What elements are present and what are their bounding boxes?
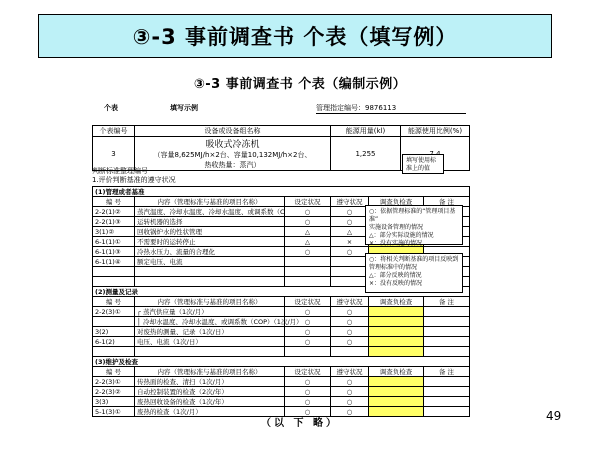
legend-callout-implementation (365, 205, 463, 245)
mgmt-number-value: 9876113 (365, 104, 397, 112)
row-content (135, 347, 285, 357)
row-content (135, 267, 285, 277)
footer-omitted: （以 下 略） (261, 418, 339, 429)
row-setting-status: ○ (285, 377, 331, 387)
row-remarks (424, 397, 470, 407)
row-setting-status (285, 347, 331, 357)
row-number (93, 277, 135, 287)
row-setting-status: ○ (285, 317, 331, 327)
column-header-row (93, 367, 470, 377)
row-setting-status (285, 257, 331, 267)
row-setting-status (285, 267, 331, 277)
entry-name: 吸收式冷冻机 (205, 140, 260, 150)
slide-title: ③-3 事前调查书 个表（填写例） (132, 25, 458, 49)
mgmt-number-label: 管理指定编号： (316, 104, 365, 112)
section-title: (3)维护及检查 (93, 357, 470, 367)
row-content: 运转机器的选择 (135, 217, 285, 227)
row-content: 对废热的测量、记录（1次/日） (135, 327, 285, 337)
entry-spec-2: 热收热量：蒸汽） (204, 161, 261, 169)
row-content: 蒸汽温度、冷却水温度、冷却水温度、或调系数（C (135, 207, 285, 217)
row-compliance-status: ○ (331, 387, 369, 397)
row-compliance-status (331, 257, 369, 267)
section-header-row (93, 357, 470, 367)
row-number: 2-2(3)① (93, 377, 135, 387)
legend-line: ○：依据管理标准的“管理项目基准” (369, 208, 456, 223)
table-row (93, 347, 470, 357)
column-header: 编 号 (93, 367, 135, 377)
row-setting-status: ○ (285, 327, 331, 337)
row-number: 6-1(1)④ (93, 257, 135, 267)
mgmt-number-field (316, 103, 466, 114)
row-setting-status: ○ (285, 247, 331, 257)
row-remarks (424, 347, 470, 357)
row-inspection (369, 377, 424, 387)
row-compliance-status: ○ (331, 247, 369, 257)
row-setting-status: ○ (285, 407, 331, 417)
row-content: 电压、电流（1次/日） (135, 337, 285, 347)
column-header: 调查负检查 (369, 197, 424, 207)
row-compliance-status: ○ (331, 327, 369, 337)
row-compliance-status: ○ (331, 337, 369, 347)
row-compliance-status (331, 277, 369, 287)
row-inspection (369, 317, 424, 327)
row-number: 6-1(1)① (93, 237, 135, 247)
row-inspection (369, 337, 424, 347)
legend-line: △：部分实际设施的情况 (369, 232, 434, 239)
row-compliance-status: ○ (331, 207, 369, 217)
row-setting-status: △ (285, 237, 331, 247)
head-table-no: 个表编号 (93, 126, 135, 137)
row-compliance-status (331, 347, 369, 357)
legend-line: ×：没有反映的情况 (369, 280, 423, 287)
slide-title-banner (38, 14, 552, 58)
table-row (93, 337, 470, 347)
column-header: 遵守状况 (331, 297, 369, 307)
row-content: 传热面的检查、清扫（1次/月） (135, 377, 285, 387)
column-header: 备 注 (424, 197, 470, 207)
row-content: 不需要时的运转停止 (135, 237, 285, 247)
row-number: 2-2(3)① (93, 307, 135, 317)
column-header: 编 号 (93, 197, 135, 207)
row-number (93, 347, 135, 357)
row-number: 2-2(1)② (93, 207, 135, 217)
row-inspection (369, 327, 424, 337)
standard-subtitle: 1.评价判断基准的遵守状况 (92, 176, 176, 184)
table-row (93, 387, 470, 397)
column-header: 内容（管理标准与基准的项目名称） (135, 367, 285, 377)
row-compliance-status: × (331, 237, 369, 247)
entry-equipment (135, 137, 331, 171)
row-setting-status: ○ (285, 217, 331, 227)
row-content: 废热的检查（1次/月） (135, 407, 285, 417)
row-compliance-status: ○ (331, 407, 369, 417)
standard-title: 判断标准整理编号 (92, 167, 148, 175)
row-compliance-status: ○ (331, 377, 369, 387)
row-number: 3(3) (93, 397, 135, 407)
row-remarks (424, 377, 470, 387)
legend-line: ×：没有实施的情况 (369, 240, 423, 247)
page-number: 49 (546, 409, 562, 423)
column-header: 设定状况 (285, 367, 331, 377)
column-header: 备 注 (424, 367, 470, 377)
column-header: 编 号 (93, 297, 135, 307)
legend-line: △：部分反映的情况 (369, 272, 422, 279)
table-row (93, 397, 470, 407)
column-header: 内容（管理标准与基准的项目名称） (135, 297, 285, 307)
row-setting-status: ○ (285, 307, 331, 317)
section-title: (1)管理或者基准 (93, 187, 470, 197)
row-content: 额定电压、电流 (135, 257, 285, 267)
row-number: 6-1(2) (93, 337, 135, 347)
row-content: │ 冷却水温度、冷却水温度、或调系数（COP）（1次/月） (135, 317, 285, 327)
row-content (135, 277, 285, 287)
row-remarks (424, 317, 470, 327)
section-title: (2)测量及记录 (93, 287, 470, 297)
row-inspection (369, 307, 424, 317)
column-header: 调查负检查 (369, 367, 424, 377)
row-setting-status: ○ (285, 387, 331, 397)
row-number: 3(1)② (93, 227, 135, 237)
column-header: 遵守状况 (331, 367, 369, 377)
row-compliance-status: ○ (331, 307, 369, 317)
head-energy-ratio: 能源使用比例(%) (401, 126, 470, 137)
row-compliance-status: △ (331, 227, 369, 237)
document-subtitle: ③-3 事前调查书 个表（编制示例） (193, 77, 407, 92)
section-header-row (93, 187, 470, 197)
column-header: 设定状况 (285, 297, 331, 307)
row-number: 5-1(3)① (93, 407, 135, 417)
table-row (93, 307, 470, 317)
legend-line: ○：将相关判断基准的项目反映到 (369, 256, 459, 263)
column-header: 设定状况 (285, 197, 331, 207)
head-equipment-name: 设备或设备组名称 (135, 126, 331, 137)
column-header: 遵守状况 (331, 197, 369, 207)
row-remarks (424, 327, 470, 337)
row-remarks (424, 337, 470, 347)
legend-callout-reflection (365, 253, 463, 293)
row-number: 6-1(1)③ (93, 247, 135, 257)
row-content: 回收锅炉水的性状管理 (135, 227, 285, 237)
row-number: 2-2(1)③ (93, 217, 135, 227)
row-inspection (369, 397, 424, 407)
row-setting-status: △ (285, 227, 331, 237)
note-callout (402, 154, 444, 174)
entry-usage: 1,255 (331, 137, 401, 171)
row-setting-status: ○ (285, 397, 331, 407)
row-content: ┌ 蒸汽供应量（1次/月） (135, 307, 285, 317)
row-compliance-status: ○ (331, 317, 369, 327)
column-header: 内容（管理标准与基准的项目名称） (135, 197, 285, 207)
row-number: 3(2) (93, 327, 135, 337)
row-content: 废热回收设备的检查（1次/年） (135, 397, 285, 407)
row-setting-status: ○ (285, 337, 331, 347)
row-remarks (424, 307, 470, 317)
row-compliance-status (331, 267, 369, 277)
column-header: 备 注 (424, 297, 470, 307)
legend-line: 管理标准中的情况 (369, 264, 418, 271)
row-setting-status: ○ (285, 207, 331, 217)
entry-no: 3 (93, 137, 135, 171)
row-inspection (369, 347, 424, 357)
table-row (93, 317, 470, 327)
table-row (93, 377, 470, 387)
form-kind: 个表 (104, 104, 118, 112)
note-text: 填写使用标准上的值 (406, 157, 437, 172)
table-row (93, 327, 470, 337)
row-setting-status (285, 277, 331, 287)
row-compliance-status: ○ (331, 397, 369, 407)
row-content: 冷热水压力、流量的合理化 (135, 247, 285, 257)
row-inspection (369, 387, 424, 397)
row-remarks (424, 387, 470, 397)
row-number (93, 317, 135, 327)
column-header-row (93, 297, 470, 307)
row-content: 自动控制装置的检查（2次/年） (135, 387, 285, 397)
column-header: 调查负检查 (369, 297, 424, 307)
row-number: 2-2(3)② (93, 387, 135, 397)
form-example-label: 填写示例 (170, 104, 198, 112)
legend-line: 实施设备管理的情况 (369, 224, 424, 231)
row-compliance-status: ○ (331, 217, 369, 227)
entry-spec: （容量8,625MJ/h×2台、容量10,132MJ/h×2台、 (153, 151, 312, 159)
row-number (93, 267, 135, 277)
head-energy-usage: 能源用量(kl) (331, 126, 401, 137)
